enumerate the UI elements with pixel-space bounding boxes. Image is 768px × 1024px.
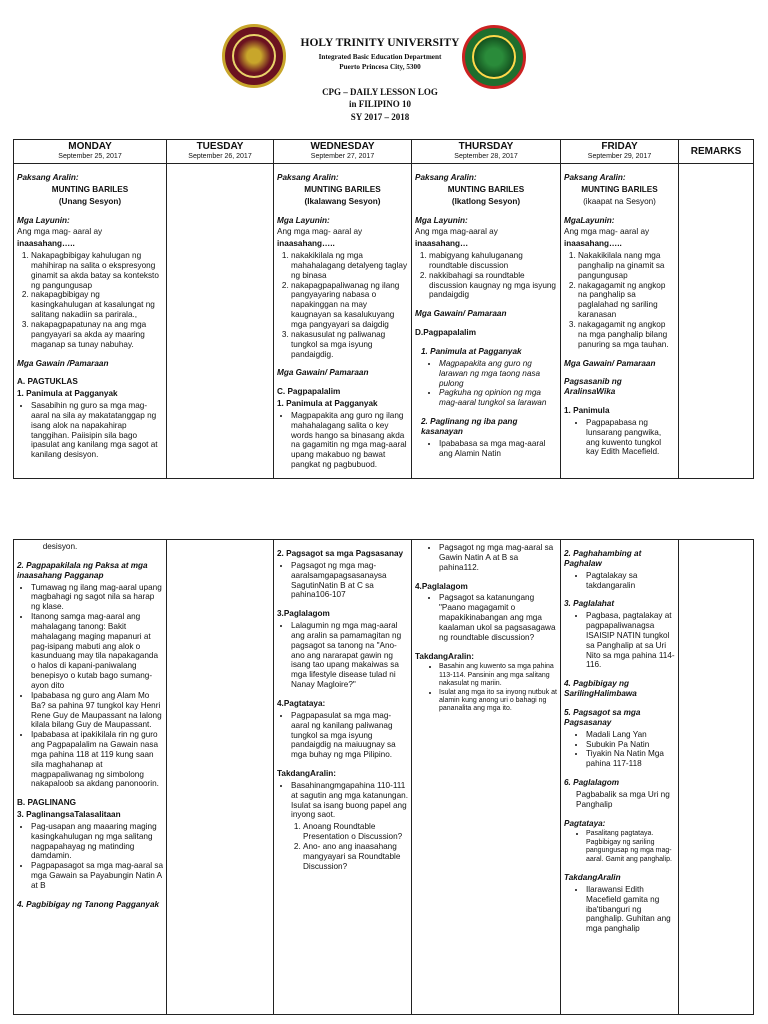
thursday-cell: Paksang Aralin: MUNTING BARILES (Ikatlong Sesyon) Mga Layunin: Ang mga mag-aaral ay inaasahang… 1. mabigyang kahuluganang roundtable discussion 2. nakkibahagi sa roundtable discussion kaugnay ng mga isyung pandaigdig Mga Gawain/ Pamaraan D.Pagpapalalim 1. Panimula at Pagganyak • Magpapakita ang guro ng larawan ng mga taong nasa pulong • Pagkuha ng opinion ng mga mag-aaral tungkol sa larawan 2. Paglinang ng iba pang kasanayan • Ipababasa sa mga mag-aaral ang Alamin Natin [412, 164, 561, 479]
university-name: HOLY TRINITY UNIVERSITY [300, 37, 460, 49]
document-header [0, 0, 768, 140]
remarks-cell [679, 164, 754, 479]
day-header-thursday: THURSDAY September 28, 2017 [412, 140, 561, 164]
monday-cell: Paksang Aralin: MUNTING BARILES (Unang Sesyon) Mga Layunin: Ang mga mag- aaral ay inaasahang….. 1. Nakapagbibigay kahulugan ng mahihirap na salita o ekspresyong ginamit sa akda batay sa konteksto ng pangungusap 2. nakapagbibigay ng kasingkahulugan at kasalungat ng salitang nakadiin sa parirala., 3. nakapagpapatunay na ang mga pangyayari sa akda ay maaring maganap sa tunay nabuhay. Mga Gawain /Pamaraan A. PAGTUKLAS 1. Panimula at Pagganyak • Sasabihin ng guro sa mga mag-aaral na sila ay makatatanggap ng isang alok na napakahirap tanggihan. Paiisipin sila bago ipasulat ang kanilang mga sagot at kanilang desisyon. [14, 164, 167, 479]
remarks-header: REMARKS [679, 140, 754, 164]
lesson-log-table-page-2 [13, 539, 754, 1015]
document-title: CPG – DAILY LESSON LOG [322, 87, 438, 97]
school-year: SY 2017 – 2018 [350, 112, 410, 122]
day-header-wednesday: WEDNESDAY September 27, 2017 [274, 140, 412, 164]
subject: in FILIPINO 10 [348, 99, 411, 109]
thursday-cell-continued: • Pagsagot ng mga mag-aaral sa Gawin Natin A at B sa pahina112. 4.Paglalagom • Pagsagot sa katanungang "Paano magagamit o mapakikinabangan ang mga kaalaman ukol sa pagsasagawa ng roundtable discussion? TakdangAralin: • Basahin ang kuwento sa mga pahina 113-114. Pansinin ang mga salitang nakasulat ng mariin. • Isulat ang mga ito sa inyong nutbuk at alamin kung anong uri o bahagi ng pananalita ang mga ito. [412, 540, 561, 1015]
friday-cell-continued: 2. Paghahambing at Paghalaw • Pagtalakay sa takdangaralin 3. Paglalahat • Pagbasa, pagtalakay at pagpapaliwanagsa ISAISIP NATIN tungkol sa Panghalip at sa Uri Nito sa mga pahina 114-116. 4. Pagbibigay ng SarilingHalimbawa 5. Pagsagot sa mga Pagsasanay • Madali Lang Yan • Subukin Pa Natin • Tiyakin Na Natin Mga pahina 117-118 6. Paglalagom Pagbabalik sa mga Uri ng Panghalip Pagtataya: • Pasalitang pagtataya. Pagbibigay ng sariling pangungusap ng mga mag-aaral. Gamit ang panghalip. TakdangAralin • Ilarawansi Edith Macefield gamita ng iba'tibanguri ng panghalip. Guhitan ang mga panghalip [561, 540, 679, 1015]
friday-cell: Paksang Aralin: MUNTING BARILES (ikaapat na Sesyon) MgaLayunin: Ang mga mag- aaral ay inaasahang….. 1. Nakakikilala nang mga panghalip na ginamit sa pangungusap 2. nakagagamit ng angkop na panghalip sa paglalahad ng sariling karanasan 3. nakagagamit ng angkop na mga panghalip bilang panuring sa mga tauhan. Mga Gawain/ Pamaraan Pagsasanib ng AralinsaWika 1. Panimula • Pagpapabasa ng lunsarang pangwika, ang kuwento tungkol kay Edith Macefield. [561, 164, 679, 479]
remarks-cell-continued [679, 540, 754, 1015]
university-seal-logo [222, 24, 286, 88]
address: Puerto Princesa City, 5300 [339, 63, 421, 71]
lesson-log-table-page-1 [13, 139, 754, 479]
day-header-friday: FRIDAY September 29, 2017 [561, 140, 679, 164]
day-header-monday: MONDAY September 25, 2017 [14, 140, 167, 164]
wednesday-cell: Paksang Aralin: MUNTING BARILES (Ikalawang Sesyon) Mga Layunin: Ang mga mag- aaral ay inaasahang….. 1. nakakikilala ng mga mahahalagang detalyeng taglay ng binasa 2. nakapagpapaliwanag ng ilang pangyayaring nabasa o napakinggan na may kaugnayan sa kasalukuyang mga pangyayari sa daigdig 3. nakasusulat ng paliwanag tungkol sa mga isyung pandaigdig. Mga Gawain/ Pamaraan C. Pagpapalalim 1. Panimula at Pagganyak • Magpapakita ang guro ng ilang mahahalagang salita o key words hango sa binasang akda na gagamitin ng mga mag-aaral upang makabuo ng bawat pangkat ng pagbubuod. [274, 164, 412, 479]
department-name: Integrated Basic Education Department [318, 53, 442, 61]
tuesday-cell [167, 164, 274, 479]
wednesday-cell-continued: 2. Pagsagot sa mga Pagsasanay • Pagsagot ng mga mag-aaralsamgapagsasanaysa SagutinNatin B at C sa pahina106-107 3.Paglalagom • Lalagumin ng mga mag-aaral ang aralin sa pamamagitan ng pagsagot sa tanong na "Ano-ano ang nararapat gawin ng isang tao upang makaiwas sa mga lifestyle disease tulad ni Nanay Magloire?" 4.Pagtataya: • Pagpapasulat sa mga mag-aaral ng kanilang paliwanag tungkol sa mga isyung pandaigdig na maiuugnay sa mga buhay ng mga Pilipino. TakdangAralin: • Basahinangmgapahina 110-111 at sagutin ang mga katanungan. Isulat sa isang buong papel ang inyong saot. 1. Anoang Roundtable Presentation o Discussion? 2. Ano- ano ang inaasahang mangyayari sa Roundtable Discussion? [274, 540, 412, 1015]
tuesday-cell-continued [167, 540, 274, 1015]
monday-cell-continued: desisyon. 2. Pagpapakilala ng Paksa at mga inaasahang Pagganap • Tumawag ng ilang mag-aaral upang magbahagi ng sagot nila sa harap ng klase. • Itanong samga mag-aaral ang mahalagang tanong: Bakit mahalagang maging mapanuri at pag-isipang mabuti ang alok o kasunduang may tila napakaganda o halos di kapani-paniwalang benepisyo o kutab bago sumang-ayon dito • Ipababasa ng guro ang Alam Mo Ba? sa pahina 97 tungkol kay Henri Rene Guy de Maupassant na lalong kilala bilang Guy de Maupassant. • Ipababasa at ipakikilala rin ng guro ang Pagpapalalim na Gawain nasa mga pahina 118 at 119 kung saan sila maghahanap at magpapaliwanag ng simbolong nakapaloob sa akdang panonoorin. B. PAGLINANG 3. PaglinangsaTalasalitaan • Pag-usapan ang maaaring maging kasingkahulugan ng mga salitang nagpapahayag ng matinding damdamin. • Pagpapasagot sa mga mag-aaral sa mga Gawain sa Payabungin Natin A at B 4. Pagbibigay ng Tanong Pagganyak [14, 540, 167, 1015]
day-header-tuesday: TUESDAY September 26, 2017 [167, 140, 274, 164]
